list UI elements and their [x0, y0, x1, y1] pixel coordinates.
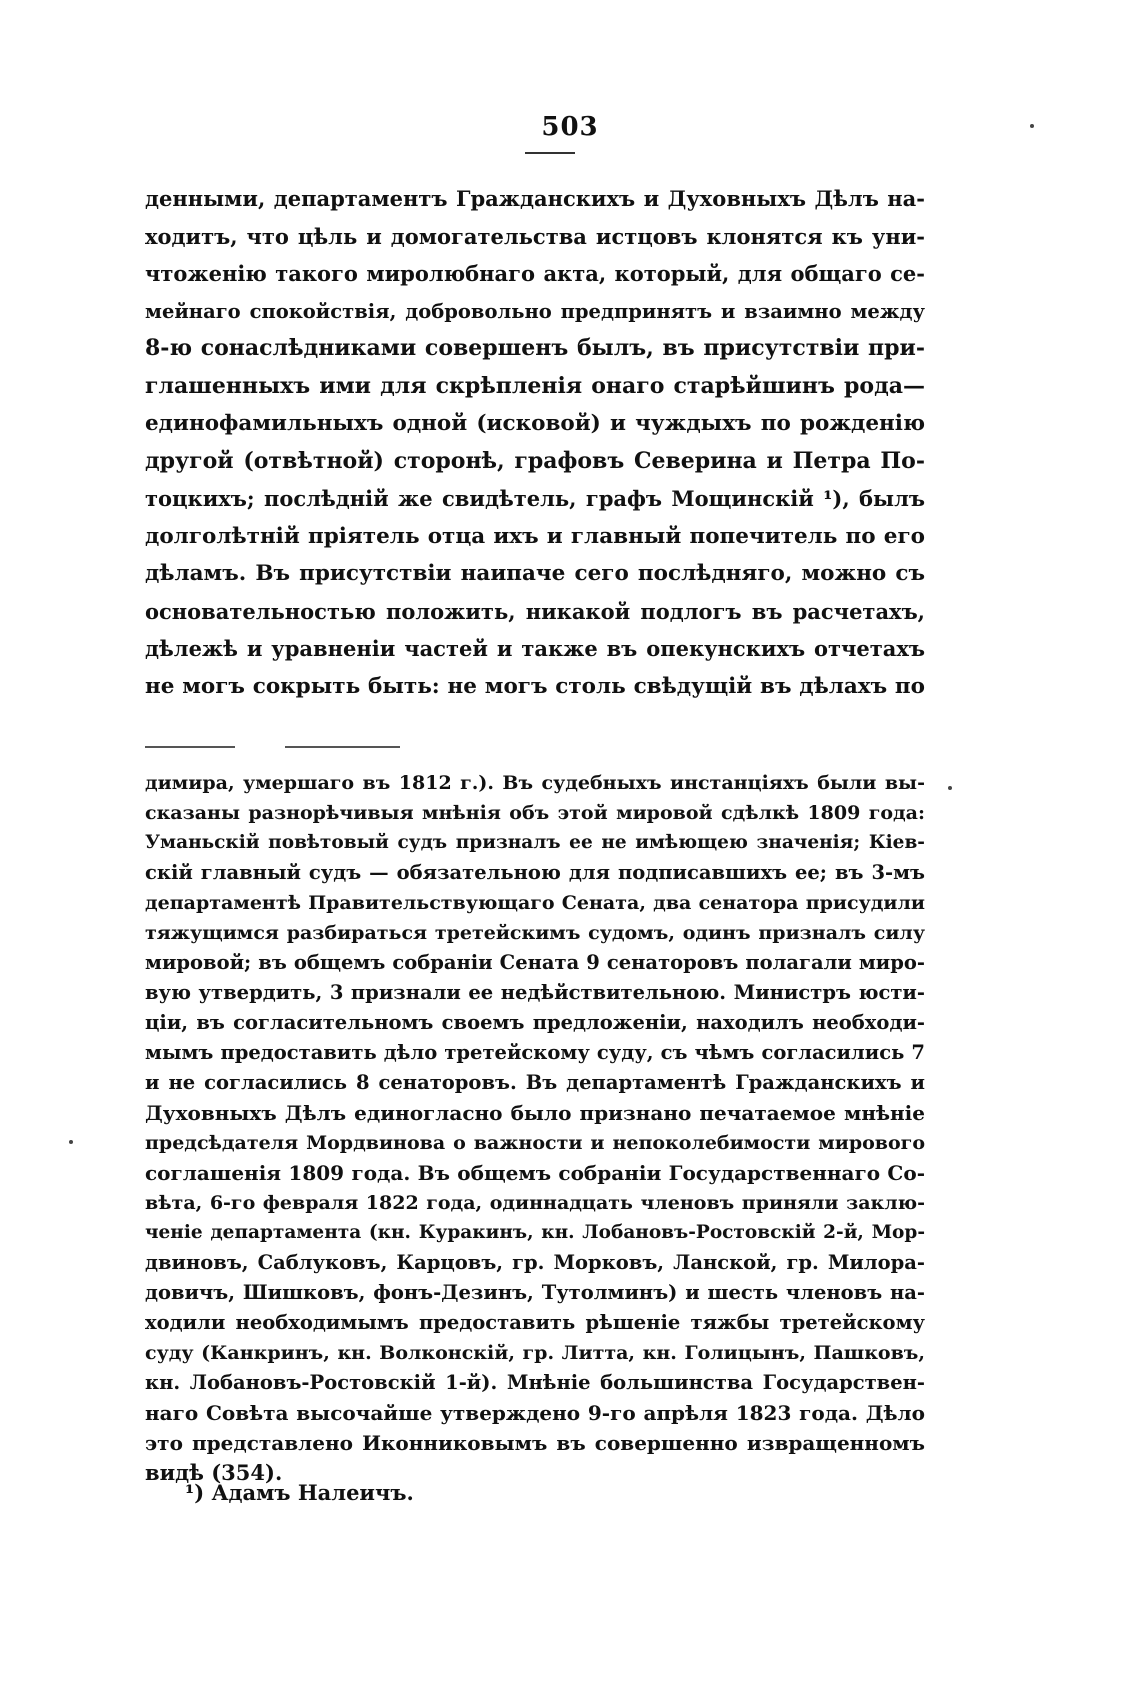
main-line: долголѣтній пріятель отца ихъ и главный попечитель по его [145, 523, 925, 549]
main-line: основательностью положить, никакой подлогъ въ расчетахъ, [145, 598, 925, 624]
footnote-line: ходили необходимымъ предоставить рѣшеніе тяжбы третейскому [145, 1311, 925, 1334]
footnote-line: наго Совѣта высочайше утверждено 9-го апрѣля 1823 года. Дѣло [145, 1401, 925, 1425]
page-number: 503 [541, 112, 599, 142]
footnote-line: Духовныхъ Дѣлъ единогласно было признано печатаемое мнѣніе [145, 1101, 925, 1125]
footnote-line: довичъ, Шишковъ, фонъ-Дезинъ, Тутолминъ) и шесть членовъ на- [145, 1281, 925, 1304]
footnote-text-block [145, 768, 925, 1488]
footnote-line: департаментѣ Правительствующаго Сената, два сенатора присудили [145, 892, 925, 914]
main-line: мейнаго спокойствія, добровольно предпринятъ и взаимно между [145, 299, 925, 323]
footnote-reference: ¹) Адамъ Налеичъ. [185, 1480, 414, 1505]
footnote-line: двиновъ, Саблуковъ, Карцовъ, гр. Морковъ, Ланской, гр. Милора- [145, 1251, 925, 1274]
main-line: не могъ сокрыть быть: не могъ столь свѣдущій въ дѣлахъ по [145, 673, 925, 699]
page-number-underline [525, 152, 575, 154]
speck [1030, 124, 1034, 128]
main-line: дѣлежѣ и уравненіи частей и также въ опекунскихъ отчетахъ [145, 636, 925, 661]
main-line: глашенныхъ ими для скрѣпленія онаго старѣйшинъ рода— [145, 372, 925, 399]
footnote-line: предсѣдателя Мордвинова о важности и непоколебимости мирового [145, 1132, 925, 1154]
footnote-separator [285, 746, 400, 748]
main-line: единофамильныхъ одной (исковой) и чуждыхъ по рожденію [145, 411, 925, 436]
main-line: 8-ю сонаслѣдниками совершенъ былъ, въ присутствіи при- [145, 335, 925, 361]
main-text-block [145, 180, 925, 705]
footnote-line: мировой; въ общемъ собраніи Сената 9 сенаторовъ полагали миро- [145, 951, 925, 974]
footnote-line: мымъ предоставить дѣло третейскому суду, съ чѣмъ согласились 7 [145, 1041, 925, 1064]
footnote-line: тяжущимся разбираться третейскимъ судомъ, одинъ призналъ силу [145, 922, 925, 944]
main-line: ходитъ, что цѣль и домогательства истцовъ клонятся къ уни- [145, 223, 925, 249]
speck [69, 1140, 73, 1144]
main-line: денными, департаментъ Гражданскихъ и Духовныхъ Дѣлъ на- [145, 186, 925, 211]
footnote-line: и не согласились 8 сенаторовъ. Въ департаментѣ Гражданскихъ и [145, 1071, 925, 1094]
footnote-separator [145, 746, 235, 748]
footnote-line: это представлено Иконниковымъ въ совершенно извращенномъ [145, 1431, 925, 1455]
main-line: тоцкихъ; послѣдній же свидѣтель, графъ Мощинскій ¹), былъ [145, 486, 925, 511]
footnote-line: сказаны разнорѣчивыя мнѣнія объ этой мировой сдѣлкѣ 1809 года: [145, 802, 925, 824]
footnote-line: кн. Лобановъ-Ростовскій 1-й). Мнѣніе большинства Государствен- [145, 1371, 925, 1394]
footnote-line: Уманьскій повѣтовый судъ призналъ ее не имѣющею значенія; Кіев- [145, 832, 925, 853]
main-line: чтоженію такого миролюбнаго акта, который, для общаго се- [145, 261, 925, 286]
speck [948, 786, 952, 790]
footnote-line: ченіе департамента (кн. Куракинъ, кн. Лобановъ-Ростовскій 2-й, Мор- [145, 1222, 925, 1243]
footnote-line: суду (Канкринъ, кн. Волконскій, гр. Литта, кн. Голицынъ, Пашковъ, [145, 1342, 925, 1364]
footnote-line: вую утвердить, 3 признали ее недѣйствительною. Министръ юсти- [145, 981, 925, 1004]
main-line: другой (отвѣтной) сторонѣ, графовъ Северина и Петра По- [145, 447, 925, 474]
footnote-line: видѣ (354). [145, 1460, 283, 1485]
footnote-line: ціи, въ согласительномъ своемъ предложеніи, находилъ необходи- [145, 1011, 925, 1034]
main-line: дѣламъ. Въ присутствіи наипаче сего послѣдняго, можно съ [145, 561, 925, 586]
footnote-line: соглашенія 1809 года. Въ общемъ собраніи Государственнаго Со- [145, 1161, 925, 1185]
footnote-line: димира, умершаго въ 1812 г.). Въ судебныхъ инстанціяхъ были вы- [145, 772, 925, 794]
footnote-line: вѣта, 6-го февраля 1822 года, одиннадцать членовъ приняли заклю- [145, 1192, 925, 1214]
footnote-line: скій главный судъ — обязательною для подписавшихъ ее; въ 3-мъ [145, 861, 925, 884]
